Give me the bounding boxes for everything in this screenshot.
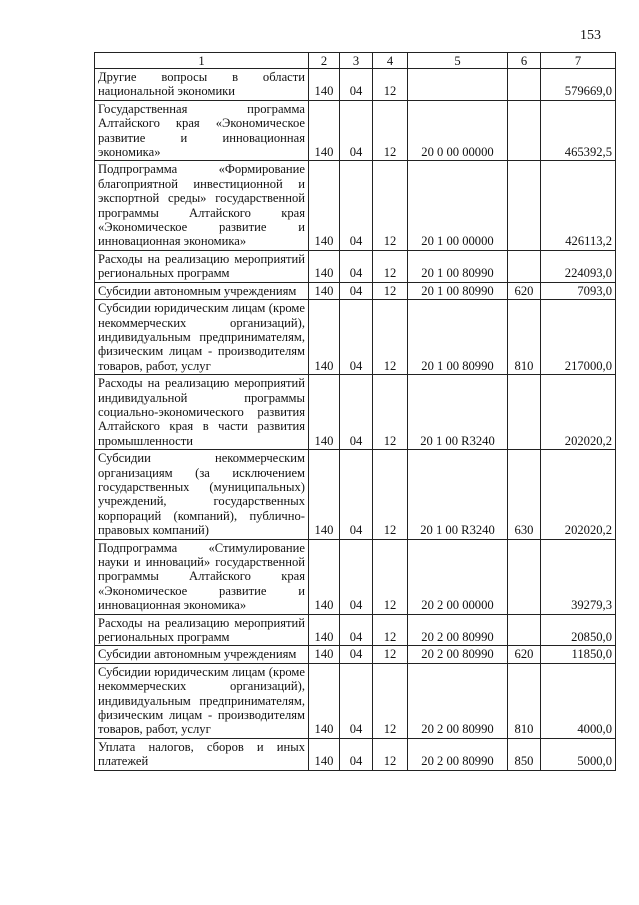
item-name-cell: Расходы на реализацию мероприятий индивидуальной программы социально-экономического развития Алтайского края в части развития промышленности <box>95 375 309 450</box>
expense-type-code-cell: 630 <box>508 450 541 539</box>
target-item-code-cell: 20 1 00 R3240 <box>408 375 508 450</box>
expense-type-code-cell <box>508 539 541 614</box>
table-header-row <box>95 53 616 69</box>
item-name-cell: Другие вопросы в области национальной экономики <box>95 69 309 101</box>
target-item-code-cell: 20 2 00 80990 <box>408 738 508 770</box>
section-code-cell: 04 <box>340 450 373 539</box>
section-code-cell: 04 <box>340 614 373 646</box>
table-row <box>95 663 616 738</box>
column-header: 4 <box>373 53 408 69</box>
amount-cell: 579669,0 <box>541 69 616 101</box>
subsection-code-cell: 12 <box>373 100 408 161</box>
table-row <box>95 738 616 770</box>
amount-cell: 11850,0 <box>541 646 616 663</box>
subsection-code-cell: 12 <box>373 161 408 250</box>
target-item-code-cell: 20 1 00 80990 <box>408 300 508 375</box>
ministry-code-cell: 140 <box>309 161 340 250</box>
item-name-cell: Субсидии автономным учреждениям <box>95 282 309 299</box>
subsection-code-cell: 12 <box>373 646 408 663</box>
subsection-code-cell: 12 <box>373 663 408 738</box>
section-code-cell: 04 <box>340 300 373 375</box>
target-item-code-cell: 20 1 00 80990 <box>408 250 508 282</box>
column-header: 5 <box>408 53 508 69</box>
ministry-code-cell: 140 <box>309 614 340 646</box>
table-row <box>95 282 616 299</box>
section-code-cell: 04 <box>340 539 373 614</box>
budget-table <box>94 52 616 771</box>
target-item-code-cell: 20 2 00 80990 <box>408 646 508 663</box>
target-item-code-cell: 20 2 00 80990 <box>408 663 508 738</box>
expense-type-code-cell <box>508 161 541 250</box>
expense-type-code-cell: 620 <box>508 646 541 663</box>
expense-type-code-cell <box>508 250 541 282</box>
amount-cell: 5000,0 <box>541 738 616 770</box>
expense-type-code-cell: 850 <box>508 738 541 770</box>
target-item-code-cell: 20 1 00 R3240 <box>408 450 508 539</box>
column-header: 2 <box>309 53 340 69</box>
expense-type-code-cell <box>508 614 541 646</box>
section-code-cell: 04 <box>340 663 373 738</box>
section-code-cell: 04 <box>340 375 373 450</box>
table-row <box>95 646 616 663</box>
ministry-code-cell: 140 <box>309 250 340 282</box>
ministry-code-cell: 140 <box>309 539 340 614</box>
amount-cell: 217000,0 <box>541 300 616 375</box>
table-row <box>95 161 616 250</box>
subsection-code-cell: 12 <box>373 69 408 101</box>
ministry-code-cell: 140 <box>309 663 340 738</box>
expense-type-code-cell: 810 <box>508 663 541 738</box>
page-number: 153 <box>580 28 601 43</box>
target-item-code-cell: 20 2 00 00000 <box>408 539 508 614</box>
amount-cell: 202020,2 <box>541 375 616 450</box>
ministry-code-cell: 140 <box>309 646 340 663</box>
item-name-cell: Расходы на реализацию мероприятий региональных программ <box>95 250 309 282</box>
section-code-cell: 04 <box>340 100 373 161</box>
amount-cell: 465392,5 <box>541 100 616 161</box>
amount-cell: 224093,0 <box>541 250 616 282</box>
table-row <box>95 614 616 646</box>
ministry-code-cell: 140 <box>309 450 340 539</box>
subsection-code-cell: 12 <box>373 375 408 450</box>
section-code-cell: 04 <box>340 250 373 282</box>
ministry-code-cell: 140 <box>309 375 340 450</box>
amount-cell: 202020,2 <box>541 450 616 539</box>
expense-type-code-cell <box>508 100 541 161</box>
expense-type-code-cell: 810 <box>508 300 541 375</box>
target-item-code-cell: 20 1 00 00000 <box>408 161 508 250</box>
expense-type-code-cell <box>508 69 541 101</box>
amount-cell: 4000,0 <box>541 663 616 738</box>
table-row <box>95 100 616 161</box>
expense-type-code-cell: 620 <box>508 282 541 299</box>
item-name-cell: Расходы на реализацию мероприятий региональных программ <box>95 614 309 646</box>
section-code-cell: 04 <box>340 282 373 299</box>
ministry-code-cell: 140 <box>309 738 340 770</box>
item-name-cell: Субсидии некоммерческим организациям (за исключением государственных (муниципальных) учреждений, государственных корпораций (компаний), публично-правовых компаний) <box>95 450 309 539</box>
subsection-code-cell: 12 <box>373 539 408 614</box>
table-row <box>95 375 616 450</box>
item-name-cell: Подпрограмма «Стимулирование науки и инноваций» государственной программы Алтайского края «Экономическое развитие и инновационная экономика» <box>95 539 309 614</box>
item-name-cell: Субсидии юридическим лицам (кроме некоммерческих организаций), индивидуальным предпринимателям, физическим лицам - производителям товаров, работ, услуг <box>95 300 309 375</box>
ministry-code-cell: 140 <box>309 300 340 375</box>
item-name-cell: Субсидии автономным учреждениям <box>95 646 309 663</box>
amount-cell: 39279,3 <box>541 539 616 614</box>
table-row <box>95 539 616 614</box>
subsection-code-cell: 12 <box>373 282 408 299</box>
subsection-code-cell: 12 <box>373 738 408 770</box>
table-row <box>95 250 616 282</box>
section-code-cell: 04 <box>340 69 373 101</box>
column-header: 3 <box>340 53 373 69</box>
ministry-code-cell: 140 <box>309 282 340 299</box>
table-row <box>95 69 616 101</box>
table-row <box>95 450 616 539</box>
amount-cell: 20850,0 <box>541 614 616 646</box>
item-name-cell: Субсидии юридическим лицам (кроме некоммерческих организаций), индивидуальным предпринимателям, физическим лицам - производителям товаров, работ, услуг <box>95 663 309 738</box>
subsection-code-cell: 12 <box>373 250 408 282</box>
target-item-code-cell: 20 1 00 80990 <box>408 282 508 299</box>
target-item-code-cell: 20 0 00 00000 <box>408 100 508 161</box>
expense-type-code-cell <box>508 375 541 450</box>
subsection-code-cell: 12 <box>373 450 408 539</box>
section-code-cell: 04 <box>340 161 373 250</box>
subsection-code-cell: 12 <box>373 614 408 646</box>
section-code-cell: 04 <box>340 738 373 770</box>
amount-cell: 426113,2 <box>541 161 616 250</box>
target-item-code-cell <box>408 69 508 101</box>
target-item-code-cell: 20 2 00 80990 <box>408 614 508 646</box>
column-header: 6 <box>508 53 541 69</box>
item-name-cell: Уплата налогов, сборов и иных платежей <box>95 738 309 770</box>
column-header: 1 <box>95 53 309 69</box>
ministry-code-cell: 140 <box>309 69 340 101</box>
table-row <box>95 300 616 375</box>
item-name-cell: Подпрограмма «Формирование благоприятной инвестиционной и экспортной среды» государственной программы Алтайского края «Экономическое развитие и инновационная экономика» <box>95 161 309 250</box>
subsection-code-cell: 12 <box>373 300 408 375</box>
ministry-code-cell: 140 <box>309 100 340 161</box>
section-code-cell: 04 <box>340 646 373 663</box>
column-header: 7 <box>541 53 616 69</box>
item-name-cell: Государственная программа Алтайского края «Экономическое развитие и инновационная экономика» <box>95 100 309 161</box>
amount-cell: 7093,0 <box>541 282 616 299</box>
